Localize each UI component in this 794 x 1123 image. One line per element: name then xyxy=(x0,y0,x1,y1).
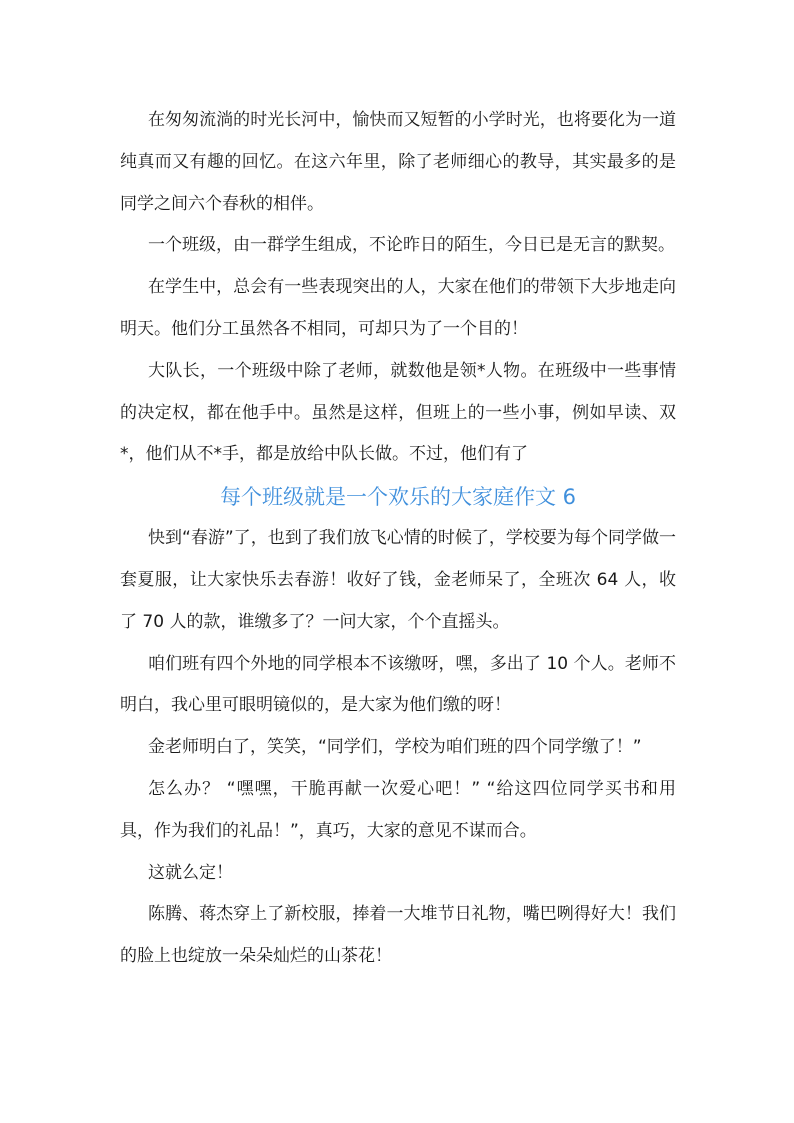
paragraph: 在学生中，总会有一些表现突出的人，大家在他们的带领下大步地走向明天。他们分工虽然各不相同，可却只为了一个目的！ xyxy=(120,277,676,339)
paragraph: 陈腾、蒋杰穿上了新校服，捧着一大堆节日礼物，嘴巴咧得好大！我们的脸上也绽放一朵朵灿烂的山茶花！ xyxy=(120,904,676,967)
paragraph: 快到“春游”了，也到了我们放飞心情的时候了，学校要为每个同学做一套夏服，让大家快乐去春游！收好了钱，金老师呆了，全班次 64 人，收了 70 人的款，谁缴多了？一问大家，个个直摇头。 xyxy=(120,528,676,632)
paragraph: 一个班级，由一群学生组成，不论昨日的陌生，今日已是无言的默契。 xyxy=(148,235,675,256)
paragraph: 怎么办？ “嘿嘿，干脆再献一次爱心吧！” “给这四位同学买书和用具，作为我们的礼品！”，真巧，大家的意见不谋而合。 xyxy=(120,778,676,841)
paragraph: 这就么定！ xyxy=(148,862,233,883)
section-heading: 每个班级就是一个欢乐的大家庭作文 6 xyxy=(219,485,577,510)
document-body xyxy=(120,100,676,978)
paragraph: 在匆匆流淌的时光长河中，愉快而又短暂的小学时光，也将要化为一道纯真而又有趣的回忆。在这六年里，除了老师细心的教导，其实最多的是同学之间六个春秋的相伴。 xyxy=(120,110,676,214)
paragraph: 金老师明白了，笑笑，“同学们，学校为咱们班的四个同学缴了！” xyxy=(148,737,642,758)
paragraph: 大队长，一个班级中除了老师，就数他是领*人物。在班级中一些事情的决定权，都在他手中。虽然是这样，但班上的一些小事，例如早读、双*，他们从不*手，都是放给中队长做。不过，他们有了 xyxy=(120,360,676,465)
paragraph: 咱们班有四个外地的同学根本不该缴呀，嘿，多出了 10 个人。老师不明白，我心里可眼明镜似的，是大家为他们缴的呀！ xyxy=(120,653,676,716)
